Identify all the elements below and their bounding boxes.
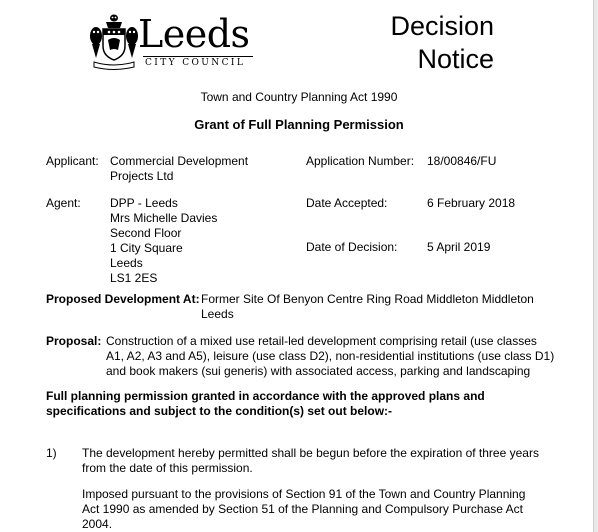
document-heading: Grant of Full Planning Permission: [194, 117, 404, 132]
applicant-label: Applicant:: [46, 154, 99, 168]
proposal-value: Construction of a mixed use retail-led development comprising retail (use classes A1, A2, A3 and A5), leisure (use class D2), non-residential institutions (use class D1) and book makers (sui generis) with associated access, parking and landscaping: [106, 334, 555, 378]
grant-statement: Full planning permission granted in accordance with the approved plans and specifications and subject to the condition(s) set out below:-: [46, 389, 485, 418]
condition-text: The development hereby permitted shall be begun before the expiration of three years from the date of this permission.: [82, 446, 539, 475]
condition-number: 1): [46, 446, 57, 460]
coat-of-arms-icon: [88, 14, 140, 70]
application-number-value: 18/00846/FU: [427, 154, 497, 168]
proposed-development-value: Former Site Of Benyon Centre Ring Road Middleton Middleton Leeds: [201, 292, 534, 321]
application-number-label: Application Number:: [306, 154, 415, 168]
act-reference: Town and Country Planning Act 1990: [200, 90, 398, 104]
date-of-decision-label: Date of Decision:: [306, 240, 398, 254]
logo-subtitle: CITY COUNCIL: [145, 58, 246, 68]
title-line-1: Decision: [390, 11, 494, 41]
applicant-value: Commercial Development Projects Ltd: [110, 154, 249, 183]
condition-reason: Imposed pursuant to the provisions of Section 91 of the Town and Country Planning Act 1990 as amended by Section 51 of the Planning and Compulsory Purchase Act 2004.: [82, 487, 526, 531]
proposal-label: Proposal:: [46, 334, 102, 348]
proposed-development-label: Proposed Development At:: [46, 292, 200, 306]
decision-notice-title: [354, 10, 494, 76]
date-accepted-value: 6 February 2018: [427, 196, 516, 210]
page-edge: [593, 0, 598, 532]
logo-rule: [143, 56, 253, 57]
date-accepted-label: Date Accepted:: [306, 196, 388, 210]
agent-value: DPP - Leeds Mrs Michelle Davies Second Floor 1 City Square Leeds LS1 2ES: [110, 196, 218, 285]
leeds-city-council-logo: [88, 14, 258, 74]
logo-wordmark: Leeds: [138, 12, 250, 56]
agent-label: Agent:: [46, 196, 81, 210]
title-line-2: Notice: [417, 44, 494, 74]
date-of-decision-value: 5 April 2019: [427, 240, 491, 254]
